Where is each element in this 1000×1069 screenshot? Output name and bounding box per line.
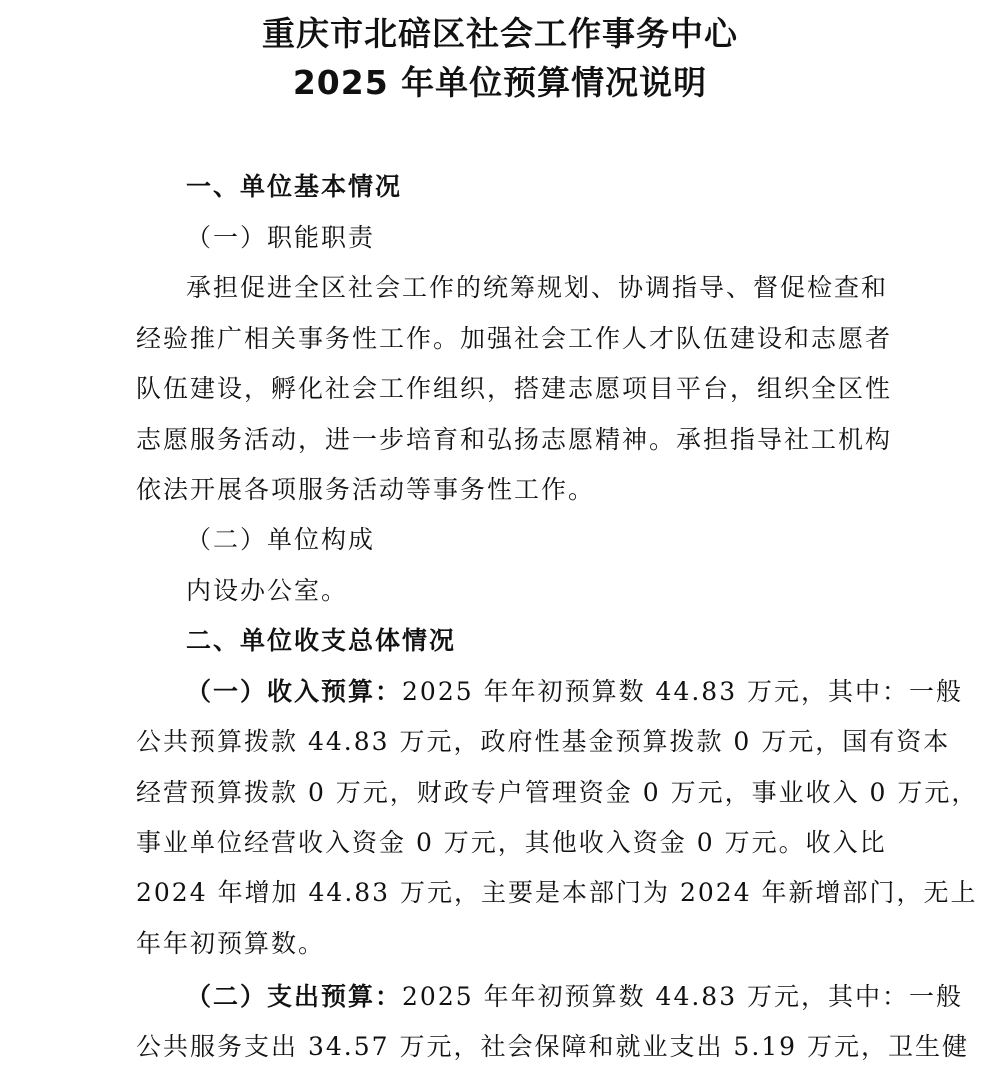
- income-line: 事业单位经营收入资金 0 万元，其他收入资金 0 万元。收入比: [136, 828, 887, 857]
- document-title-line-2: 2025 年单位预算情况说明: [292, 63, 708, 102]
- expense-line: 2025 年年初预算数 44.83 万元，其中：一般: [402, 982, 964, 1011]
- expense-line: 公共服务支出 34.57 万元，社会保障和就业支出 5.19 万元，卫生健: [136, 1032, 970, 1061]
- income-label: （一）收入预算：: [186, 677, 403, 706]
- paragraph-1-line: 志愿服务活动，进一步培育和弘扬志愿精神。承担指导社工机构: [136, 425, 893, 454]
- paragraph-1-line: 经验推广相关事务性工作。加强社会工作人才队伍建设和志愿者: [136, 324, 893, 353]
- income-line: 年年初预算数。: [136, 929, 326, 958]
- expense-label: （二）支出预算：: [186, 982, 403, 1011]
- section-1-heading: 一、单位基本情况: [186, 172, 403, 201]
- section-2-heading: 二、单位收支总体情况: [186, 626, 457, 655]
- income-first-line: [186, 675, 964, 709]
- income-line: 经营预算拨款 0 万元，财政专户管理资金 0 万元，事业收入 0 万元，: [136, 778, 979, 807]
- section-1-subheading-2: （二）单位构成: [186, 525, 376, 554]
- document-title-line-1: 重庆市北碚区社会工作事务中心: [262, 14, 738, 53]
- income-line: 2025 年年初预算数 44.83 万元，其中：一般: [402, 677, 964, 706]
- paragraph-2: 内设办公室。: [186, 576, 349, 605]
- income-line: 公共预算拨款 44.83 万元，政府性基金预算拨款 0 万元，国有资本: [136, 727, 951, 756]
- paragraph-1-line: 依法开展各项服务活动等事务性工作。: [136, 475, 596, 504]
- paragraph-1-line: 承担促进全区社会工作的统筹规划、协调指导、督促检查和: [186, 273, 889, 302]
- paragraph-1-line: 队伍建设，孵化社会工作组织，搭建志愿项目平台，组织全区性: [136, 374, 893, 403]
- income-line: 2024 年增加 44.83 万元，主要是本部门为 2024 年新增部门，无上: [136, 878, 978, 907]
- section-1-subheading-1: （一）职能职责: [186, 223, 376, 252]
- expense-first-line: [186, 980, 964, 1014]
